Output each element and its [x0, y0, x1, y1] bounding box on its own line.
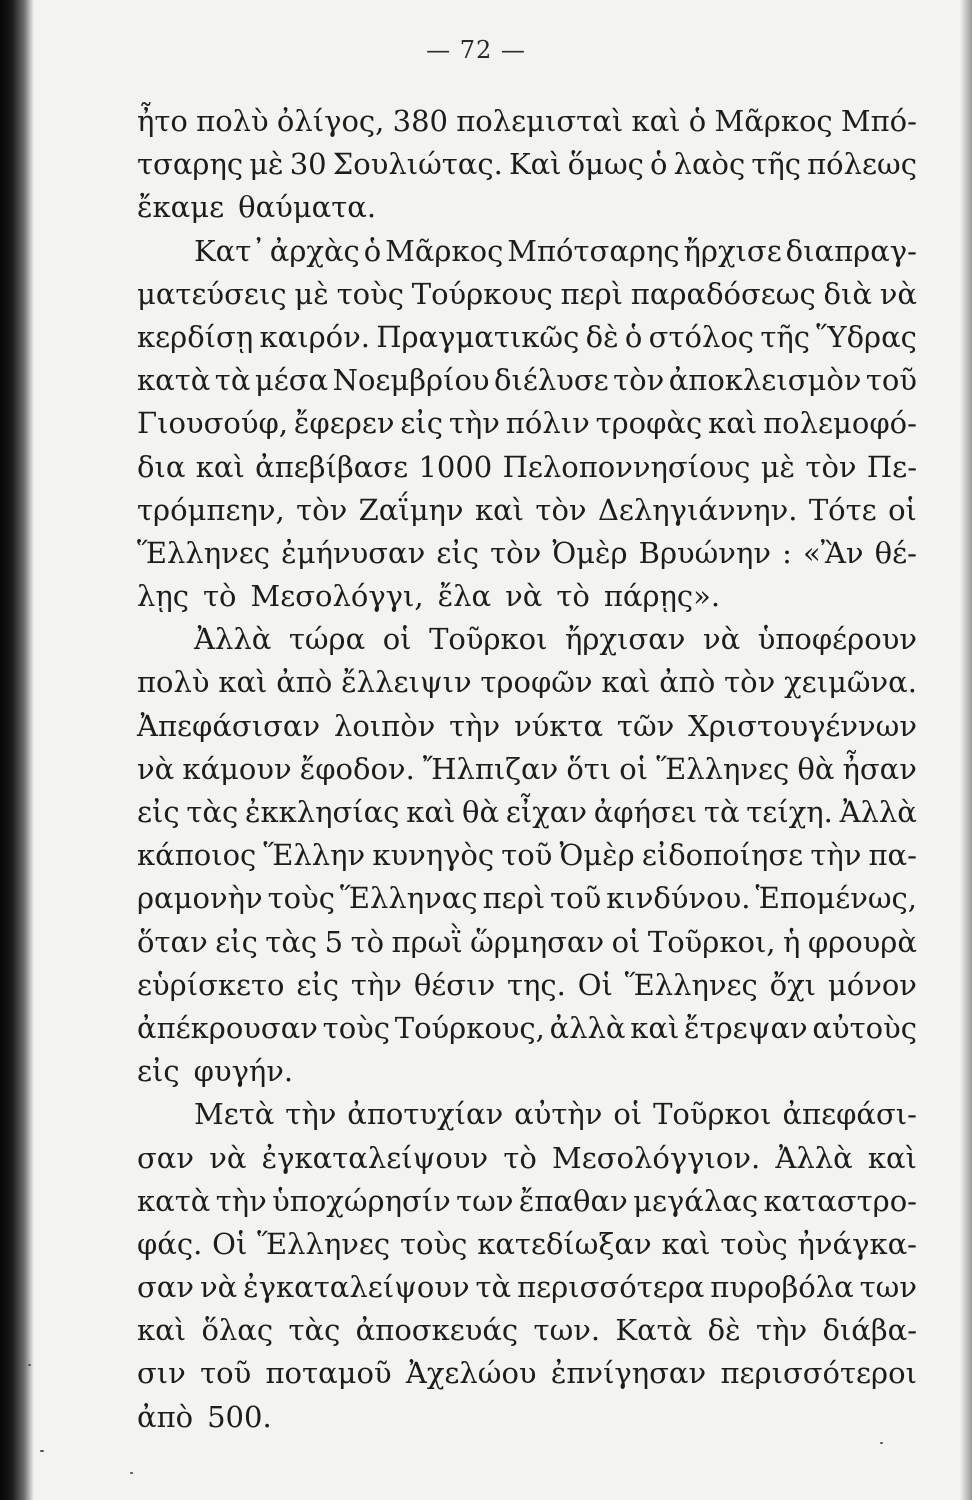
word: τοὺς: [322, 1010, 391, 1045]
word: Ἕλληνες: [624, 967, 758, 1002]
text-line: [137, 1007, 917, 1050]
word: κατεδίωξαν: [477, 1226, 652, 1261]
word: τροφὰς: [595, 406, 703, 441]
word: ἀπὸ: [276, 665, 333, 700]
word: ἦτο: [137, 104, 188, 138]
word: τὴν: [215, 1183, 267, 1218]
word: κατὰ: [137, 363, 211, 398]
word: ὀλίγος,: [276, 104, 385, 138]
text-line: [137, 1050, 917, 1093]
word: κατὰ: [137, 1183, 211, 1218]
word: τὴν: [810, 838, 862, 873]
word: θὰ: [797, 751, 835, 786]
text-line: [137, 1223, 917, 1266]
word: 30: [289, 147, 327, 182]
word: Ἑπομένως,: [755, 881, 917, 916]
word: καὶ: [195, 449, 245, 484]
text-line: [137, 1352, 917, 1395]
word: ἔτρεψαν: [684, 1010, 808, 1045]
word: κερδίσῃ: [137, 319, 254, 354]
word: νὰ: [505, 579, 543, 614]
word: διαπραγ-: [785, 233, 917, 268]
word: Ὕδρας: [816, 319, 917, 354]
word: θέσιν: [413, 967, 496, 1002]
word: μόνον: [827, 967, 917, 1002]
word: μεγάλας: [633, 1183, 759, 1218]
word: 380: [392, 104, 448, 138]
word: Μεσολόγγι,: [250, 579, 424, 614]
text-line: [137, 748, 917, 791]
word: Μᾶρκος: [714, 104, 833, 138]
body-text: [137, 100, 917, 1439]
word: Βρυώνην: [638, 535, 771, 570]
word: ἀπὸ: [137, 1399, 194, 1434]
word: Τούρκους: [411, 276, 553, 311]
word: Οἱ: [577, 967, 613, 1002]
word: Ἕλληνες: [137, 535, 271, 570]
word: τοὺς: [400, 1226, 468, 1261]
word: κάμουν: [182, 751, 292, 786]
word: :: [782, 535, 792, 570]
word: δια: [137, 449, 186, 484]
word: καὶ: [406, 795, 456, 829]
word: ἐκκλησίας: [244, 795, 400, 829]
word: ἠνάγκα-: [797, 1226, 917, 1261]
word: τῶν: [616, 708, 675, 743]
word: Μετὰ: [194, 1097, 275, 1132]
word: Μπό-: [840, 104, 917, 138]
word: Ἀπεφάσισαν: [137, 708, 321, 743]
word: ὁ: [363, 233, 382, 268]
text-line: [137, 273, 917, 316]
word: δὲ: [585, 319, 619, 354]
word: τὰς: [288, 1313, 341, 1348]
word: ἀλλὰ: [549, 1010, 626, 1045]
word: ὁ: [624, 319, 643, 354]
word: των: [859, 1270, 917, 1305]
scan-speckle: [40, 1450, 44, 1452]
word: ἤρχισαν: [565, 622, 686, 657]
word: τὸν: [613, 363, 665, 398]
word: Ὀμὲρ: [552, 535, 628, 570]
word: ἐμήνυσαν: [281, 535, 426, 570]
word: τὸ: [556, 579, 590, 614]
word: ἤρχισε: [683, 233, 782, 268]
word: καὶ: [708, 406, 758, 441]
word: πάρῃς».: [603, 579, 721, 614]
text-line: [137, 834, 917, 877]
word: ἔφερεν: [293, 406, 395, 441]
word: τὸν: [724, 665, 776, 700]
word: κινδύνου.: [606, 881, 751, 916]
word: Τοῦρκοι: [653, 1097, 772, 1132]
word: τὸν: [535, 492, 587, 527]
text-line: [137, 1396, 917, 1439]
word: 500.: [207, 1399, 272, 1434]
word: τὴν: [285, 1097, 337, 1132]
word: τὴν: [350, 967, 402, 1002]
word: ἐγκαταλείψουν: [261, 1140, 489, 1175]
word: ἀπέκρουσαν: [137, 1010, 318, 1045]
scan-speckle: [28, 1364, 31, 1366]
word: χειμῶνα.: [784, 665, 917, 700]
word: πολὺ: [137, 665, 210, 700]
word: τὸν: [490, 535, 542, 570]
word: τὸ: [350, 924, 385, 959]
word: καὶ: [661, 1226, 711, 1261]
word: εἰδοποίησε: [641, 838, 804, 873]
word: Σουλιώτας.: [332, 147, 503, 182]
word: τοὺς: [336, 276, 404, 311]
text-line: [137, 100, 917, 143]
word: «Ἂν: [802, 535, 864, 570]
word: ἡ: [783, 924, 801, 959]
text-line: [137, 532, 917, 575]
word: Ἀλλὰ: [839, 795, 917, 829]
text-line: [137, 1180, 917, 1223]
word: αὐτὴν: [514, 1097, 603, 1132]
word: ἔλα: [437, 579, 492, 614]
word: μὲ: [294, 276, 329, 311]
word: Ἕλληνες: [656, 751, 790, 786]
word: ὑποφέρουν: [757, 622, 917, 657]
word: πρωῒ: [391, 924, 463, 959]
word: στόλος: [648, 319, 755, 354]
word: Ἕλληνες: [257, 1226, 391, 1261]
word: τοῦ: [501, 838, 553, 873]
word: παραδόσεως: [630, 276, 816, 311]
word: τὰ: [703, 795, 740, 829]
scan-speckle: [880, 1442, 883, 1444]
word: λαὸς: [673, 147, 746, 182]
word: λῃς: [137, 579, 189, 614]
text-line: [137, 705, 917, 748]
word: τὴν: [449, 708, 501, 743]
word: ὄχι: [769, 967, 817, 1002]
word: της.: [506, 967, 566, 1002]
word: θέ-: [874, 535, 917, 570]
word: Τούρκους,: [394, 1010, 545, 1045]
word: πόλιν: [505, 406, 590, 441]
word: κυνηγὸς: [372, 838, 495, 873]
word: ἀποκλεισμὸν: [668, 363, 862, 398]
word: τσαρης: [137, 147, 244, 182]
word: τὸ: [203, 579, 237, 614]
text-line: [137, 1137, 917, 1180]
word: ὥρμησαν: [470, 924, 605, 959]
word: ἀπὸ: [659, 665, 716, 700]
word: τοῦ: [550, 881, 602, 916]
word: τοὺς: [267, 881, 335, 916]
word: ματεύσεις: [137, 276, 287, 311]
text-line: [137, 1093, 917, 1136]
word: θὰ: [462, 795, 500, 829]
word: Οἱ: [212, 1226, 248, 1261]
word: οἱ: [619, 751, 649, 786]
word: Ἀλλὰ: [194, 622, 272, 657]
word: τροφῶν: [480, 665, 593, 700]
word: φρουρὰ: [807, 924, 917, 959]
text-line: [137, 964, 917, 1007]
word: πυροβόλα: [710, 1270, 854, 1305]
text-line: [137, 186, 917, 229]
word: νὰ: [137, 751, 175, 786]
word: διὰ: [823, 276, 872, 311]
binding-shadow: [0, 0, 34, 1500]
word: Ὀμὲρ: [559, 838, 635, 873]
word: ὅταν: [137, 924, 208, 959]
page-number: — 72 —: [426, 36, 526, 64]
word: κάποιος: [137, 838, 257, 873]
word: ἀπεφάσι-: [782, 1097, 917, 1132]
word: ἔπαθαν: [518, 1183, 628, 1218]
text-line: [137, 359, 917, 402]
word: ὅτι: [566, 751, 612, 786]
text-line: [137, 316, 917, 359]
text-line: [137, 618, 917, 661]
word: ἔλλειψιν: [341, 665, 472, 700]
word: Κατ᾽: [194, 233, 266, 268]
text-line: [137, 1266, 917, 1309]
word: σιν: [137, 1356, 186, 1391]
word: ἐγκαταλείψουν: [243, 1270, 470, 1305]
word: Καὶ: [508, 147, 562, 182]
text-line: [137, 230, 917, 273]
word: περὶ: [482, 881, 546, 916]
word: τῆς: [751, 147, 802, 182]
word: περὶ: [560, 276, 623, 311]
word: πολεμισταὶ: [456, 104, 624, 138]
word: τοῦ: [200, 1356, 252, 1391]
word: νύκτα: [514, 708, 604, 743]
word: δὲ: [707, 1313, 741, 1348]
word: νὰ: [879, 276, 917, 311]
word: Μᾶρκος: [385, 233, 504, 268]
text-line: [137, 446, 917, 489]
word: αὐτοὺς: [812, 1010, 917, 1045]
word: εἰς: [400, 406, 443, 441]
word: σαν: [137, 1140, 195, 1175]
word: διάβα-: [822, 1313, 917, 1348]
word: εἶχαν: [505, 795, 587, 829]
word: Χριστουγέννων: [688, 708, 917, 743]
page-edge-shadow: [960, 0, 972, 1500]
word: τώρα: [288, 622, 366, 657]
word: μέσα: [254, 363, 329, 398]
word: τῆς: [760, 319, 811, 354]
word: ἐπνίγησαν: [550, 1356, 707, 1391]
word: πολεμοφό-: [763, 406, 917, 441]
word: περισσότερα: [517, 1270, 705, 1305]
word: φάς.: [137, 1226, 203, 1261]
text-line: [137, 143, 917, 186]
word: ἀποσκευάς: [355, 1313, 519, 1348]
word: 5: [324, 924, 344, 959]
word: ὁ: [688, 104, 707, 138]
word: ἔκαμε: [137, 190, 225, 225]
word: ἦσαν: [842, 751, 917, 786]
word: ἀρχὰς: [269, 233, 360, 268]
word: καὶ: [474, 492, 525, 527]
word: Μπότσαρης: [507, 233, 680, 268]
text-line: [137, 661, 917, 704]
word: εἰς: [137, 1054, 180, 1089]
word: τοῦ: [865, 363, 917, 398]
word: καὶ: [218, 665, 268, 700]
word: καὶ: [867, 1140, 917, 1175]
word: Ἀλλὰ: [775, 1140, 853, 1175]
word: ὑποχώρησίν: [272, 1183, 451, 1218]
word: οἱ: [611, 924, 641, 959]
word: εἰς: [296, 967, 340, 1002]
word: καὶ: [601, 665, 651, 700]
word: Ζαΐμην: [358, 492, 464, 527]
word: Γιουσούφ,: [137, 406, 288, 441]
word: τοὺς: [720, 1226, 788, 1261]
word: εἰς: [436, 535, 479, 570]
word: φυγήν.: [193, 1054, 294, 1089]
scan-speckle: [130, 1472, 133, 1474]
word: Μεσολόγγιον.: [552, 1140, 761, 1175]
word: τὸν: [805, 449, 857, 484]
word: Νοεμβρίου: [332, 363, 490, 398]
word: οἱ: [613, 1097, 643, 1132]
word: των: [456, 1183, 514, 1218]
word: τείχη.: [746, 795, 833, 829]
word: καταστρο-: [763, 1183, 917, 1218]
word: καὶ: [137, 1313, 187, 1348]
word: Πραγματικῶς: [376, 319, 580, 354]
text-line: [137, 575, 917, 618]
word: τὸν: [296, 492, 348, 527]
text-line: [137, 402, 917, 445]
word: θαύματα.: [238, 190, 377, 225]
word: Ἀχελώου: [405, 1356, 537, 1391]
text-line: [137, 921, 917, 964]
word: πολὺ: [196, 104, 269, 138]
word: πόλεως: [807, 147, 917, 182]
word: εὑρίσκετο: [137, 967, 285, 1002]
word: Ἕλλην: [263, 838, 366, 873]
text-line: [137, 877, 917, 920]
word: ὁ: [649, 147, 668, 182]
word: καὶ: [630, 1010, 680, 1045]
word: μὲ: [760, 449, 796, 484]
word: τὴν: [756, 1313, 808, 1348]
word: ραμονὴν: [137, 881, 263, 916]
word: ἔφοδον.: [299, 751, 415, 786]
word: Πελοποννησίους: [502, 449, 751, 484]
word: διέλυσε: [493, 363, 609, 398]
word: οἱ: [382, 622, 412, 657]
word: τὰς: [186, 795, 239, 829]
word: ὅμως: [567, 147, 644, 182]
word: λοιπὸν: [333, 708, 436, 743]
word: τὴν: [448, 406, 500, 441]
word: τὸ: [503, 1140, 537, 1175]
word: Κατὰ: [615, 1313, 693, 1348]
word: τρόμπεην,: [137, 492, 285, 527]
word: Πε-: [866, 449, 917, 484]
text-line: [137, 791, 917, 834]
word: τὰ: [214, 363, 251, 398]
word: Δεληγιάννην.: [597, 492, 798, 527]
word: Ἕλληνας: [339, 881, 478, 916]
word: τὰς: [265, 924, 318, 959]
word: ὅλας: [201, 1313, 274, 1348]
word: πα-: [868, 838, 917, 873]
word: ἀποτυχίαν: [347, 1097, 504, 1132]
word: Τότε: [808, 492, 877, 527]
word: τὰ: [475, 1270, 512, 1305]
word: καιρόν.: [259, 319, 370, 354]
word: ποταμοῦ: [265, 1356, 392, 1391]
word: νὰ: [199, 1270, 238, 1305]
word: Τοῦρκοι: [429, 622, 548, 657]
text-line: [137, 1309, 917, 1352]
word: ἀπεβίβασε: [255, 449, 409, 484]
word: σαν: [137, 1270, 195, 1305]
text-line: [137, 489, 917, 532]
word: των.: [533, 1313, 601, 1348]
word: νὰ: [702, 622, 741, 657]
word: Ἤλπιζαν: [422, 751, 559, 786]
word: καὶ: [631, 104, 681, 138]
word: εἰς: [137, 795, 180, 829]
word: ἀφήσει: [593, 795, 698, 829]
word: 1000: [418, 449, 493, 484]
word: οἱ: [888, 492, 917, 527]
word: μὲ: [249, 147, 284, 182]
word: νὰ: [209, 1140, 247, 1175]
word: Τοῦρκοι,: [647, 924, 776, 959]
word: περισσότεροι: [720, 1356, 917, 1391]
word: εἰς: [215, 924, 258, 959]
